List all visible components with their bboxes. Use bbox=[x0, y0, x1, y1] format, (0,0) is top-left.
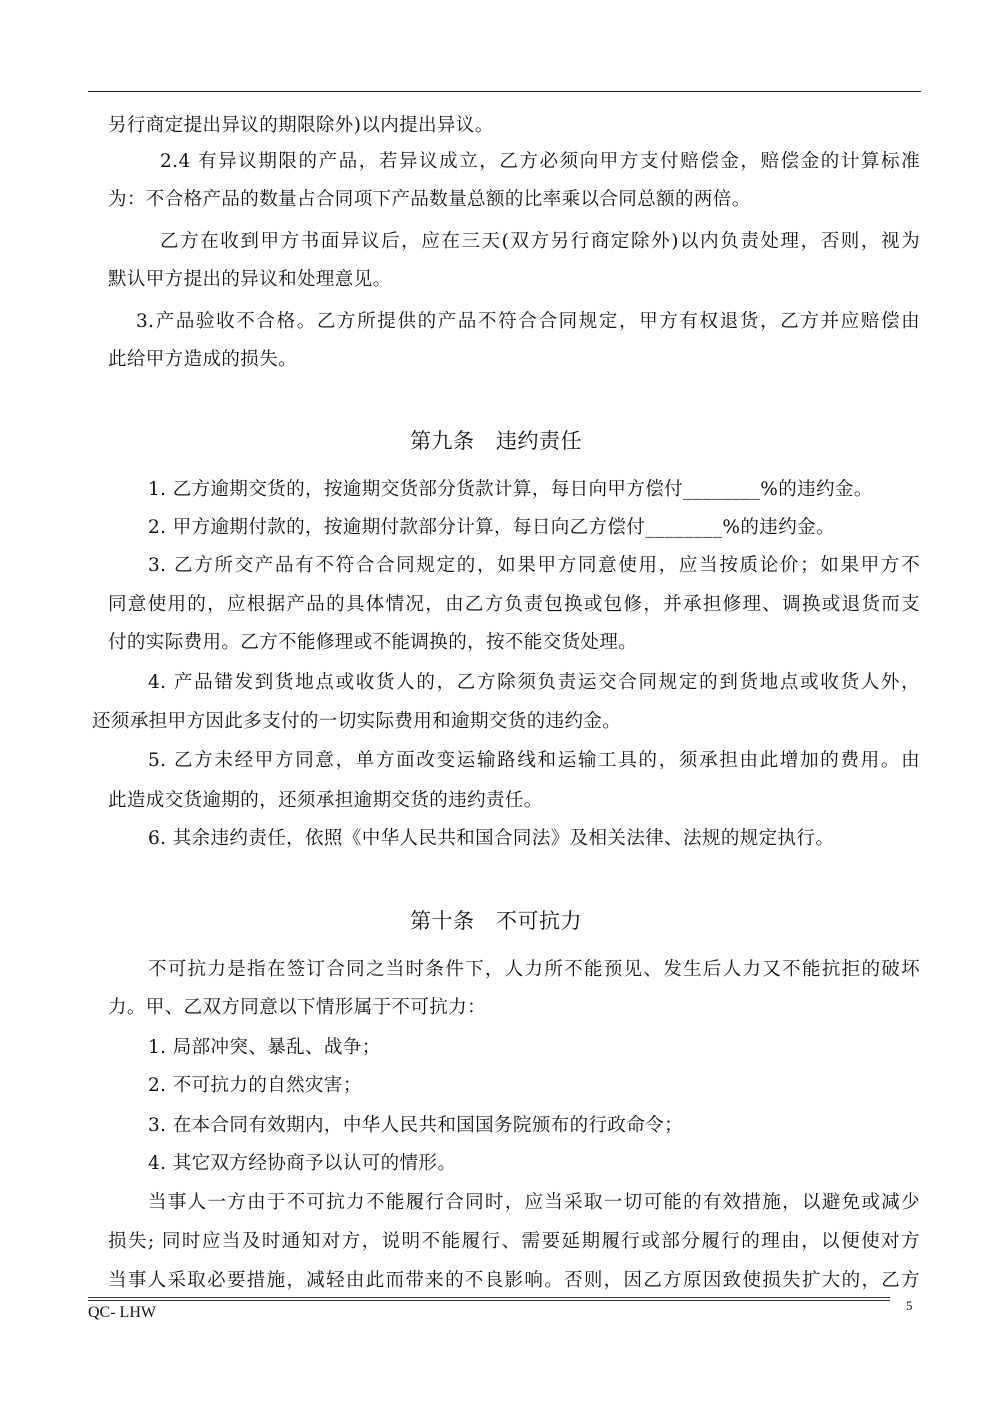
paragraph-line: 为：不合格产品的数量占合同项下产品数量总额的比率乘以合同总额的两倍。 bbox=[108, 189, 751, 210]
footer-rule bbox=[88, 1300, 890, 1301]
list-item: 1. 乙方逾期交货的，按逾期交货部分货款计算，每日向甲方偿付________%的违约金。 bbox=[148, 479, 873, 500]
paragraph-line: 力。甲、乙双方同意以下情形属于不可抗力： bbox=[108, 997, 487, 1018]
header-rule bbox=[88, 91, 921, 92]
paragraph-line: 当事人采取必要措施，减轻由此而带来的不良影响。否则，因乙方原因致使损失扩大的，乙方 bbox=[108, 1270, 920, 1291]
section-heading-article-10: 第十条 不可抗力 bbox=[409, 909, 583, 933]
paragraph-line: 当事人一方由于不可抗力不能履行合同时，应当采取一切可能的有效措施，以避免或减少 bbox=[148, 1192, 920, 1213]
paragraph-line: 乙方在收到甲方书面异议后，应在三天(双方另行商定除外)以内负责处理，否则，视为 bbox=[160, 231, 920, 252]
paragraph-line: 同意使用的，应根据产品的具体情况，由乙方负责包换或包修，并承担修理、调换或退货而支 bbox=[108, 594, 920, 615]
paragraph-line: 还须承担甲方因此多支付的一切实际费用和逾期交货的违约金。 bbox=[92, 711, 622, 732]
paragraph-line: 此造成交货逾期的，还须承担逾期交货的违约责任。 bbox=[108, 790, 543, 811]
paragraph-line: 默认甲方提出的异议和处理意见。 bbox=[108, 269, 392, 290]
list-item: 1. 局部冲突、暴乱、战争； bbox=[148, 1037, 381, 1058]
list-item: 4. 产品错发到货地点或收货人的，乙方除须负责运交合同规定的到货地点或收货人外， bbox=[148, 672, 920, 693]
paragraph-line: 此给甲方造成的损失。 bbox=[108, 349, 298, 370]
paragraph-line: 3.产品验收不合格。乙方所提供的产品不符合合同规定，甲方有权退货，乙方并应赔偿由 bbox=[136, 311, 920, 332]
list-item: 3. 在本合同有效期内，中华人民共和国国务院颁布的行政命令； bbox=[148, 1115, 684, 1136]
paragraph-line: 2.4 有异议期限的产品，若异议成立，乙方必须向甲方支付赔偿金，赔偿金的计算标准 bbox=[160, 151, 920, 172]
document-code: QC- LHW bbox=[88, 1304, 156, 1321]
list-item: 3. 乙方所交产品有不符合合同规定的，如果甲方同意使用，应当按质论价；如果甲方不 bbox=[148, 555, 920, 576]
list-item: 2. 不可抗力的自然灾害； bbox=[148, 1075, 362, 1096]
paragraph-line: 付的实际费用。乙方不能修理或不能调换的，按不能交货处理。 bbox=[108, 632, 638, 653]
list-item: 2. 甲方逾期付款的，按逾期付款部分计算，每日向乙方偿付________%的违约金。 bbox=[148, 517, 835, 538]
page-number: 5 bbox=[906, 1298, 913, 1313]
footer-rule bbox=[88, 1297, 890, 1298]
list-item: 4. 其它双方经协商予以认可的情形。 bbox=[148, 1153, 457, 1174]
paragraph-line: 另行商定提出异议的期限除外)以内提出异议。 bbox=[108, 115, 494, 136]
section-heading-article-9: 第九条 违约责任 bbox=[409, 429, 583, 453]
list-item: 6. 其余违约责任，依照《中华人民共和国合同法》及相关法律、法规的规定执行。 bbox=[148, 828, 835, 849]
list-item: 5. 乙方未经甲方同意，单方面改变运输路线和运输工具的，须承担由此增加的费用。由 bbox=[148, 750, 920, 771]
paragraph-line: 损失; 同时应当及时通知对方，说明不能履行、需要延期履行或部分履行的理由，以便使对方 bbox=[108, 1231, 920, 1252]
paragraph-line: 不可抗力是指在签订合同之当时条件下，人力所不能预见、发生后人力又不能抗拒的破坏 bbox=[148, 959, 920, 980]
